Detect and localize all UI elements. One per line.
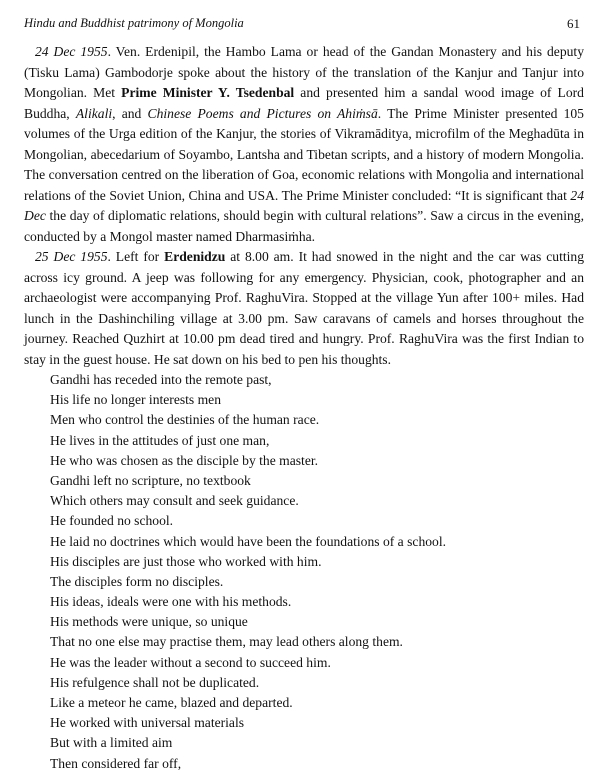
poem-line: His ideas, ideals were one with his methods.	[50, 594, 292, 610]
poem-line: Which others may consult and seek guidance.	[50, 493, 299, 509]
text-run: at 8.00 am. It had snowed in the night and the car was cutting across icy ground. A jeep was following for any emergency. Physician, cook, photographer and an archaeologist were accompanying Prof. RaghuVira. Stopped at the village Yun after 100+ miles. Had lunch in the Dashinchiling village at 3.00 pm. Saw caravans of camels and horses throughout the journey. Reached Quzhirt at 10.00 pm dead tired and hungry. Prof. RaghuVira was the first Indian to stay in the guest house. He sat down on his bed to pen his thoughts.	[24, 249, 584, 367]
poem-line: His life no longer interests men	[50, 392, 222, 408]
poem-line: He founded no school.	[50, 513, 174, 529]
book-title-alikali: Alikali	[75, 105, 113, 121]
poem-line: His methods were unique, so unique	[50, 614, 248, 630]
poem-line: But with a limited aim	[50, 735, 173, 751]
text-run: the day of diplomatic relations, should begin with cultural relations”. Saw a circus in the evening, conducted by a Mongol master named Dharmasiṁha.	[24, 208, 584, 244]
poem-line: That no one else may practise them, may lead others along them.	[50, 634, 403, 650]
poem	[24, 370, 584, 774]
text-run: . Ven. Erdenipil, the Hambo Lama or head of the Gandan Monastery and his deputy (Tisku Lama) Gambodorje spoke about the history of the translation of the Kanjur and Tanjur into Mongolian. Met	[24, 44, 584, 100]
poem-line: He worked with universal materials	[50, 715, 245, 731]
poem-line: He laid no doctrines which would have been the foundations of a school.	[50, 533, 447, 549]
inline-date: 24 Dec	[24, 187, 584, 223]
entry-date: 25 Dec 1955	[35, 249, 108, 264]
place-name: Erdenidzu	[164, 249, 226, 264]
text-run: , and	[112, 105, 148, 121]
text-run: . Left for	[107, 249, 165, 264]
text-run: . The Prime Minister presented 105 volumes of the Urga edition of the Kanjur, the stories of Vikramāditya, microfilm of the Meghadūta in Mongolian, abecedarium of Soyambo, Lantsha and Tibetan scripts, and a history of modern Mongolia. The conversation centred on the liberation of Goa, economic relations with Mongolia and international relations of the Soviet Union, China and USA. The Prime Minister concluded: “It is significant that	[24, 105, 584, 203]
poem-line: Gandhi has receded into the remote past,	[50, 372, 272, 387]
page-number: 61	[567, 16, 580, 31]
poem-line: His refulgence shall not be duplicated.	[50, 674, 260, 690]
running-header	[24, 16, 580, 36]
poem-line: He was the leader without a second to succeed him.	[50, 654, 331, 670]
poem-line: His disciples are just those who worked with him.	[50, 553, 322, 569]
poem-line: The disciples form no disciples.	[50, 573, 224, 589]
page-body	[24, 42, 584, 774]
paragraph-24-dec	[24, 42, 584, 247]
poem-line: He who was chosen as the disciple by the master.	[50, 452, 319, 468]
running-title: Hindu and Buddhist patrimony of Mongolia	[24, 16, 244, 30]
text-run: and presented him a sandal wood image of Lord Buddha,	[24, 85, 584, 121]
paragraph-25-dec	[24, 247, 584, 370]
poem-line: Like a meteor he came, blazed and departed.	[50, 695, 293, 710]
poem-line: He lives in the attitudes of just one man,	[50, 432, 270, 448]
poem-line: Then considered far off,	[50, 755, 182, 771]
poem-line: Gandhi left no scripture, no textbook	[50, 472, 251, 488]
book-title-chinese-poems: Chinese Poems and Pictures on Ahiṁsā	[147, 105, 378, 121]
prime-minister-name: Prime Minister Y. Tsedenbal	[121, 85, 295, 100]
poem-line: Men who control the destinies of the human race.	[50, 412, 320, 428]
entry-date: 24 Dec 1955	[35, 44, 108, 59]
